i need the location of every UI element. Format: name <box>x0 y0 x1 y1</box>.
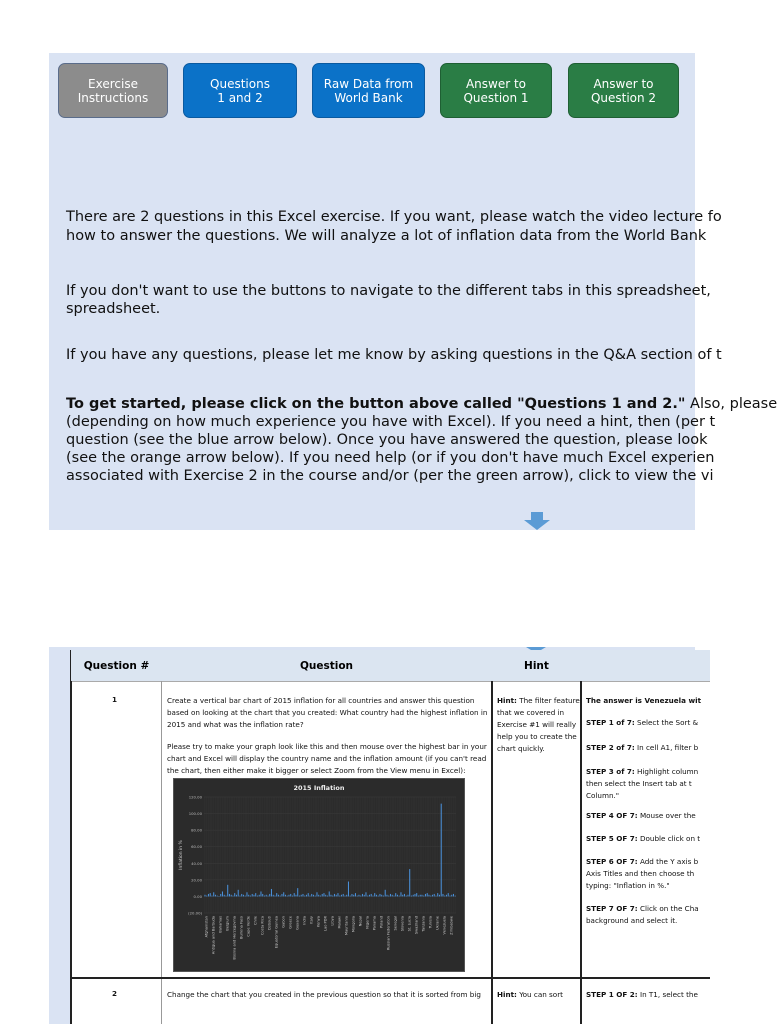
chart-bar <box>414 894 415 896</box>
chart-bar <box>372 896 373 897</box>
chart-bar <box>257 896 258 897</box>
chart-bar <box>407 895 408 897</box>
chart-ytick-label: 120.00 <box>188 794 202 800</box>
chart-bar <box>297 888 298 896</box>
chart-bar <box>411 896 412 897</box>
step-text: Highlight column then select the Insert tab at t Column." <box>586 767 699 800</box>
chart-bar <box>217 896 218 897</box>
chart-bar <box>304 896 305 897</box>
row2-step-1 <box>586 989 698 1001</box>
chart-bar <box>210 893 211 896</box>
blue-arrow-down-icon <box>524 512 550 530</box>
step-text: Double click on t <box>637 834 701 843</box>
chart-bar <box>365 892 366 896</box>
chart-bar <box>232 896 233 897</box>
step-text: In cell A1, filter b <box>634 743 699 752</box>
chart-xtick-label: Cape Verde <box>246 916 251 937</box>
chart-bar <box>325 895 326 897</box>
chart-bar <box>390 894 391 896</box>
chart-bar <box>444 896 445 897</box>
chart-bar <box>348 882 349 897</box>
chart-title: 2015 Inflation <box>293 784 345 792</box>
chart-xtick-label: Swaziland <box>414 916 419 935</box>
chart-bar <box>255 893 256 896</box>
chart-bar <box>222 891 223 896</box>
chart-xtick-label: Guyana <box>295 916 300 930</box>
chart-bar <box>213 892 214 896</box>
step-label: STEP 7 OF 7: <box>586 904 638 913</box>
chart-ylabel: Inflation in % <box>179 840 184 870</box>
chart-bar <box>455 896 456 897</box>
step-label: STEP 5 OF 7: <box>586 834 638 843</box>
chart-bar <box>318 895 319 897</box>
step-text: Click on the Cha background and select it. <box>586 904 699 925</box>
chart-bar <box>339 896 340 897</box>
questions-sheet-panel <box>49 647 702 1024</box>
chart-bar <box>274 896 275 897</box>
get-started-line-2: (depending on how much experience you have with Excel). If you need a hint, then (per t <box>66 414 716 430</box>
chart-bar <box>220 894 221 896</box>
chart-ytick-label: 20.00 <box>191 877 202 883</box>
header-answer <box>581 650 710 682</box>
nav-note-line-1: If you don't want to use the buttons to navigate to the different tabs in this spreadsheet, <box>66 283 711 299</box>
chart-xtick-label: Chile <box>253 916 258 925</box>
chart-bar <box>227 885 228 897</box>
chart-bar <box>262 894 263 896</box>
row2-hint-text: You can sort <box>516 990 563 999</box>
chart-bar <box>252 894 253 896</box>
chart-bar <box>266 895 267 897</box>
chart-bar <box>367 896 368 897</box>
chart-bar <box>364 895 365 897</box>
row2-hint <box>497 989 563 1001</box>
chart-xtick-label: Malawi <box>337 916 342 929</box>
chart-ytick-label: 60.00 <box>191 844 202 850</box>
chart-bar <box>442 894 443 896</box>
get-started-rest: Also, please <box>685 396 777 412</box>
chart-ytick-label: 80.00 <box>191 827 202 833</box>
grid-line <box>491 681 493 1024</box>
chart-bar <box>448 893 449 896</box>
row1-step-7 <box>586 903 699 927</box>
row2-hint-label: Hint: <box>497 990 517 999</box>
questions-1-and-2-button[interactable]: Questions 1 and 2 <box>183 63 297 118</box>
chart-bar <box>234 893 235 896</box>
row1-question-text-2: Please try to make your graph look like this and then mouse over the highest bar in your chart and Excel will display the country name and the inflation amount (if you can't read the chart, then either make it bigger or select Zoom from the View menu in Excel): <box>167 742 487 775</box>
inflation-chart <box>173 778 465 972</box>
chart-bar <box>413 895 414 897</box>
chart-bar <box>425 894 426 896</box>
step-text: Add the Y axis b Axis Titles and then choose th typing: "Inflation in %." <box>586 857 699 890</box>
chart-bar <box>386 895 387 897</box>
chart-bar <box>215 895 216 897</box>
chart-bar <box>437 893 438 896</box>
chart-bar <box>299 896 300 897</box>
chart-bar <box>393 896 394 897</box>
chart-bar <box>336 895 337 897</box>
chart-xtick-label: Nepal <box>358 916 363 927</box>
row1-hint <box>497 695 580 755</box>
chart-bar <box>381 895 382 897</box>
chart-bar <box>355 893 356 896</box>
chart-bar <box>243 895 244 897</box>
row1-step-1 <box>586 717 698 729</box>
step-label: STEP 3 of 7: <box>586 767 635 776</box>
chart-xtick-label: St. Lucia <box>407 916 412 932</box>
chart-bar <box>441 804 442 897</box>
chart-xtick-label: India <box>302 916 307 925</box>
questions-sheet <box>70 650 710 1024</box>
chart-bar <box>236 895 237 897</box>
chart-bar <box>264 896 265 897</box>
chart-xtick-label: Libya <box>330 916 335 926</box>
chart-xtick-label: Mauritania <box>344 916 349 936</box>
chart-bar <box>309 896 310 897</box>
row1-step-3 <box>586 766 698 802</box>
chart-bar <box>311 894 312 896</box>
chart-bar <box>351 894 352 896</box>
chart-xtick-label: Zimbabwe <box>449 916 454 935</box>
chart-bar <box>329 891 330 896</box>
chart-bar <box>453 894 454 896</box>
chart-bar <box>208 894 209 896</box>
chart-bar <box>285 895 286 897</box>
chart-bar <box>430 896 431 897</box>
chart-bar <box>287 896 288 897</box>
step-label: STEP 2 of 7: <box>586 743 635 752</box>
chart-xtick-label: Costa Rica <box>260 916 265 936</box>
chart-bar <box>327 896 328 897</box>
chart-bar <box>435 896 436 897</box>
chart-xtick-label: Poland <box>379 916 384 928</box>
chart-bar <box>267 896 268 897</box>
chart-bar <box>421 895 422 897</box>
chart-bar <box>418 896 419 897</box>
chart-bar <box>344 896 345 897</box>
chart-bar <box>416 893 417 896</box>
chart-xtick-label: Bahamas <box>218 916 223 933</box>
chart-xtick-label: Tanzania <box>421 916 426 932</box>
chart-xtick-label: Gabon <box>281 916 286 928</box>
chart-bar <box>271 889 272 896</box>
chart-bar <box>334 894 335 896</box>
chart-bar <box>204 895 205 897</box>
chart-xtick-label: Nigeria <box>365 916 370 929</box>
chart-bar <box>273 895 274 897</box>
row1-step-2 <box>586 742 698 754</box>
chart-bar <box>206 896 207 897</box>
chart-bar <box>420 895 421 897</box>
row2-question-text: Change the chart that you created in the previous question so that it is sorted from big <box>167 990 481 999</box>
chart-ytick-label: 40.00 <box>191 860 202 866</box>
chart-bar <box>383 896 384 897</box>
header-question-number: Question # <box>70 650 163 682</box>
step-label: STEP 6 OF 7: <box>586 857 638 866</box>
chart-bar <box>281 894 282 896</box>
chart-bar <box>374 893 375 896</box>
chart-xtick-label: Djibouti <box>267 916 272 930</box>
step-label: STEP 4 OF 7: <box>586 811 638 820</box>
chart-bar <box>439 895 440 897</box>
answer-question-2-button[interactable]: Answer to Question 2 <box>568 63 679 118</box>
chart-bar <box>302 894 303 896</box>
row1-answer: The answer is Venezuela wit <box>586 696 702 705</box>
chart-xtick-label: Slovenia <box>400 916 405 932</box>
chart-bar <box>341 895 342 897</box>
chart-bar <box>320 896 321 897</box>
get-started-line-4: (see the orange arrow below). If you need help (or if you don't have much Excel experien <box>66 450 715 466</box>
chart-bar <box>292 896 293 897</box>
chart-xtick-label: Tunisia <box>428 916 433 929</box>
chart-bar <box>288 895 289 897</box>
chart-bar <box>225 896 226 897</box>
chart-bar <box>360 896 361 897</box>
chart-bar <box>315 896 316 897</box>
chart-bar <box>371 894 372 896</box>
chart-bar <box>283 892 284 896</box>
get-started-bold: To get started, please click on the button above called "Questions 1 and 2." <box>66 396 686 412</box>
chart-xtick-label: Venezuela <box>442 916 447 935</box>
chart-bar <box>290 894 291 896</box>
row1-step-6 <box>586 856 698 892</box>
chart-ytick-label: 0.00 <box>193 893 202 899</box>
grid-line <box>70 681 72 1024</box>
chart-bar <box>245 896 246 897</box>
chart-bar <box>388 896 389 897</box>
chart-bar <box>238 890 239 897</box>
chart-bar <box>306 895 307 897</box>
inflation-chart-svg <box>174 779 464 971</box>
grid-line <box>161 681 162 1024</box>
chart-xtick-label: Panama <box>372 916 377 931</box>
chart-bar <box>350 896 351 897</box>
chart-bar <box>211 896 212 897</box>
chart-bar <box>229 894 230 896</box>
row1-number: 1 <box>112 695 118 704</box>
chart-bar <box>295 895 296 897</box>
chart-xtick-label: Antigua and Barbuda <box>211 916 216 955</box>
chart-xtick-label: Lao PDR <box>323 916 328 931</box>
chart-bar <box>259 895 260 897</box>
chart-bar <box>379 894 380 896</box>
chart-bar <box>357 896 358 897</box>
step-text: Select the Sort & <box>634 718 699 727</box>
chart-bar <box>246 892 247 896</box>
chart-ytick-label: 100.00 <box>188 811 202 817</box>
chart-bar <box>269 894 270 896</box>
chart-xtick-label: Greece <box>288 916 293 929</box>
chart-ytick-label: (20.00) <box>188 910 202 916</box>
row1-step-4 <box>586 810 696 822</box>
chart-bar <box>322 894 323 896</box>
chart-bar <box>253 895 254 897</box>
chart-bar <box>428 895 429 897</box>
chart-bar <box>404 894 405 896</box>
chart-bar <box>397 895 398 897</box>
chart-bar <box>294 893 295 896</box>
chart-bar <box>241 894 242 896</box>
step-label: STEP 1 OF 2: <box>586 990 638 999</box>
chart-bar <box>316 892 317 896</box>
get-started-line-1 <box>66 395 777 413</box>
get-started-line-5: associated with Exercise 2 in the course and/or (per the green arrow), click to view the vi <box>66 468 714 484</box>
step-label: STEP 1 of 7: <box>586 718 635 727</box>
chart-xtick-label: Kenya <box>316 916 321 927</box>
chart-bar <box>276 893 277 896</box>
row1-step-5 <box>586 833 700 845</box>
row1-hint-label: Hint: <box>497 696 517 705</box>
chart-bar <box>278 895 279 897</box>
nav-note-line-2: spreadsheet. <box>66 301 161 317</box>
raw-data-button[interactable]: Raw Data from World Bank <box>312 63 425 118</box>
chart-bar <box>280 896 281 897</box>
chart-bar <box>423 896 424 897</box>
chart-bar <box>392 895 393 897</box>
chart-bar <box>432 895 433 897</box>
chart-bar <box>406 896 407 897</box>
row1-question-text: Create a vertical bar chart of 2015 inflation for all countries and answer this question based on looking at the chart that you created: What country had the highest inflation in 2015 and what was the inflation rate? <box>167 696 488 729</box>
chart-bar <box>260 891 261 896</box>
intro-line-2: how to answer the questions. We will analyze a lot of inflation data from the World Bank <box>66 228 707 244</box>
chart-bar <box>400 892 401 896</box>
chart-bar <box>409 869 410 896</box>
chart-bar <box>218 896 219 897</box>
chart-xtick-label: Senegal <box>393 916 398 931</box>
chart-bar <box>239 896 240 897</box>
chart-bar <box>346 895 347 897</box>
row-separator <box>70 977 710 979</box>
step-text: Mouse over the <box>637 811 696 820</box>
chart-bar <box>362 894 363 896</box>
chart-bar <box>308 893 309 896</box>
instructions-panel <box>49 53 777 530</box>
chart-bar <box>353 895 354 897</box>
chart-bar <box>402 895 403 897</box>
grid-line <box>580 681 582 1024</box>
chart-bar <box>231 895 232 897</box>
chart-bar <box>313 895 314 897</box>
chart-bar <box>358 895 359 897</box>
exercise-instructions-button[interactable]: Exercise Instructions <box>58 63 168 118</box>
chart-bar <box>395 893 396 896</box>
chart-xtick-label: Ukraine <box>435 916 440 930</box>
chart-bar <box>376 895 377 897</box>
chart-xtick-label: Burkina Faso <box>239 916 244 939</box>
chart-xtick-label: Equatorial Guinea <box>274 916 279 949</box>
chart-bar <box>248 895 249 897</box>
chart-bar <box>323 893 324 896</box>
chart-xtick-label: Italy <box>309 916 314 924</box>
chart-bar <box>434 894 435 896</box>
questions-note: If you have any questions, please let me know by asking questions in the Q&A section of t <box>66 347 722 363</box>
header-question: Question <box>161 650 493 682</box>
step-text: In T1, select the <box>637 990 698 999</box>
chart-bar <box>427 893 428 896</box>
row1-hint-text: The filter feature that we covered in Exercise #1 will really help you to create the chart quickly. <box>497 696 580 753</box>
chart-bar <box>385 890 386 897</box>
chart-xtick-label: Mongolia <box>351 916 356 933</box>
chart-xtick-label: Bosnia and Herzegovina <box>232 916 237 960</box>
chart-bar <box>446 895 447 897</box>
chart-bar <box>449 896 450 897</box>
chart-xtick-label: Russian Federation <box>386 916 391 951</box>
chart-bar <box>250 896 251 897</box>
chart-bar <box>399 896 400 897</box>
chart-xtick-label: Belgium <box>225 916 230 931</box>
answer-question-1-button[interactable]: Answer to Question 1 <box>440 63 552 118</box>
chart-bar <box>451 895 452 897</box>
chart-bar <box>378 896 379 897</box>
chart-bar <box>330 895 331 897</box>
header-hint: Hint <box>492 650 582 682</box>
intro-line-1: There are 2 questions in this Excel exercise. If you want, please watch the video lecture fo <box>66 209 722 225</box>
get-started-line-3: question (see the blue arrow below). Once you have answered the question, please look <box>66 432 708 448</box>
row2-number: 2 <box>112 989 118 998</box>
chart-bar <box>337 893 338 896</box>
chart-bar <box>301 895 302 897</box>
chart-bar <box>332 896 333 897</box>
chart-xtick-label: Afghanistan <box>204 916 209 938</box>
chart-bar <box>369 895 370 897</box>
chart-bar <box>224 895 225 897</box>
chart-bar <box>343 894 344 896</box>
